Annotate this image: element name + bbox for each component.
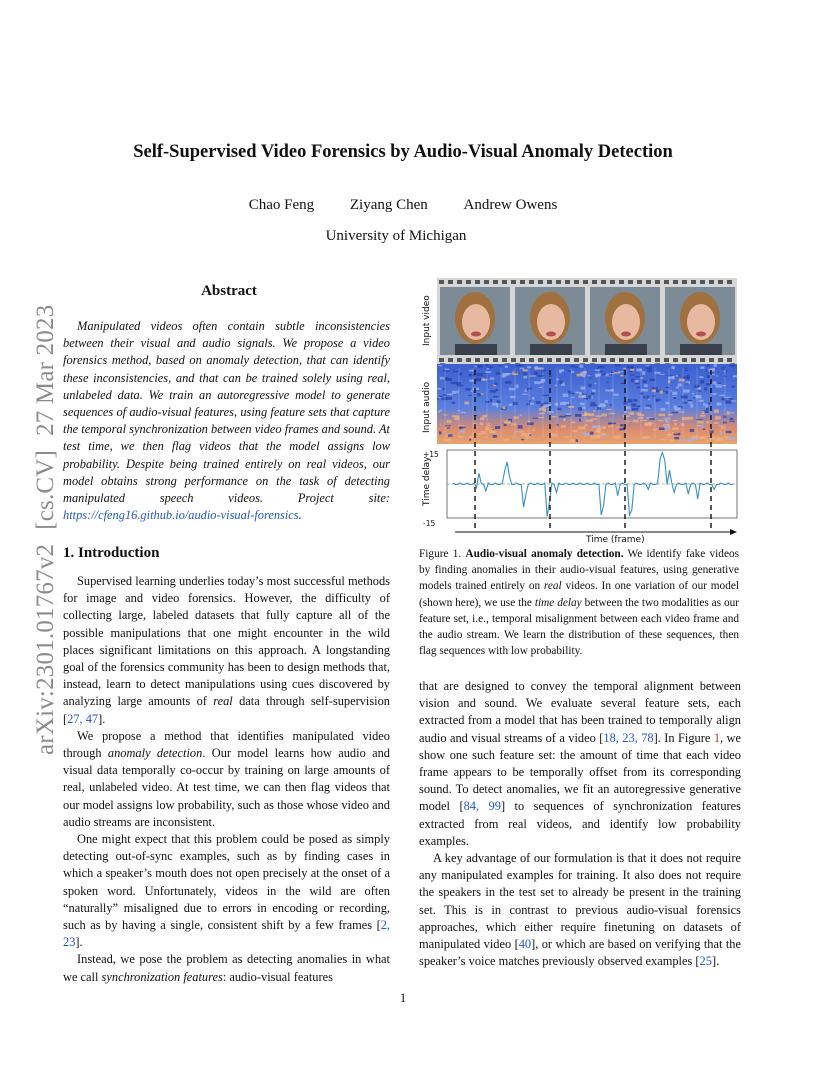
film-perforation <box>727 358 732 362</box>
film-perforation <box>475 358 480 362</box>
film-perforation <box>601 358 606 362</box>
time-axis-label: Time (frame) <box>586 535 645 544</box>
text-run: ]. In Figure <box>653 730 711 745</box>
abstract-heading: Abstract <box>201 283 257 299</box>
figure-1 <box>415 278 745 544</box>
film-perforation <box>718 358 723 362</box>
time-axis <box>455 529 737 544</box>
intro-paragraph <box>63 831 390 951</box>
film-perforation <box>574 280 579 284</box>
text-run: ], or which are based on verifying that the speaker’s voice matches previously observed examples [ <box>419 937 741 969</box>
caption-title: Audio-visual anomaly detection. <box>465 548 624 560</box>
film-perforation <box>565 280 570 284</box>
author-name: Ziyang Chen <box>349 197 428 213</box>
label-time-delay: Time delay <box>422 456 432 506</box>
citation-link[interactable]: 18, 23, 78 <box>603 730 654 745</box>
film-perforation <box>457 358 462 362</box>
film-perforation <box>520 358 525 362</box>
abstract-text: Manipulated videos often contain subtle inconsistencies between their visual and audio signals. We propose a video forensics method, based on anomaly detection, that can identify these inconsistencies, and that can be trained solely using real, unlabeled data. We train an autoregressive model to generate sequences of audio-visual features, using feature sets that capture the temporal synchronization between video frames and sound. At test time, we then flag videos that the model assigns low probability. Despite being trained entirely on real videos, our model obtains strong performance on the task of detecting manipulated speech videos. Project site: <box>63 319 390 506</box>
film-perforation <box>556 358 561 362</box>
italic-run: real <box>213 694 233 709</box>
film-perforation <box>700 358 705 362</box>
film-perforation <box>592 280 597 284</box>
film-perforation <box>727 280 732 284</box>
video-frame <box>665 287 735 355</box>
project-link[interactable]: https://cfeng16.github.io/audio-visual-forensics <box>63 508 299 523</box>
film-perforation <box>700 280 705 284</box>
film-perforation <box>709 280 714 284</box>
film-perforation <box>610 280 615 284</box>
tick-bottom: -15 <box>423 519 436 528</box>
arxiv-date: 27 Mar 2023 <box>32 304 59 436</box>
film-perforation <box>529 358 534 362</box>
italic-run: time delay <box>534 596 582 609</box>
author-name: Andrew Owens <box>463 197 558 213</box>
film-perforation <box>547 280 552 284</box>
film-perforation <box>673 280 678 284</box>
film-perforation <box>457 280 462 284</box>
film-perforation <box>646 280 651 284</box>
film-perforation <box>565 358 570 362</box>
author-name: Chao Feng <box>248 197 315 213</box>
abstract-body <box>63 318 390 524</box>
film-perforation <box>682 358 687 362</box>
caption-lead: Figure 1. <box>419 548 462 560</box>
figure-ref-link[interactable]: 1 <box>713 730 721 745</box>
film-perforation <box>628 280 633 284</box>
text-run: . Our model learns how audio and visual data temporally co-occur by training on large amounts of real, unlabeled video. At test time, we can then flag videos that our model assigns low probability, such as those whose video and audio streams are inconsistent. <box>63 746 390 829</box>
affiliation: University of Michigan <box>325 228 467 244</box>
film-perforation <box>592 358 597 362</box>
page-number: 1 <box>399 990 407 1005</box>
film-perforation <box>466 280 471 284</box>
film-perforation <box>691 358 696 362</box>
film-perforation <box>637 280 642 284</box>
text-run: , we show one such feature set: the amount of time that each video frame appears to be temporally offset from its corresponding sound. To detect anomalies, we fit an autoregressive generative model [ <box>419 730 741 814</box>
italic-run: anomaly detection <box>107 746 203 761</box>
film-perforation <box>664 358 669 362</box>
film-perforation <box>691 280 696 284</box>
film-perforation <box>439 358 444 362</box>
body-paragraph <box>419 678 741 850</box>
intro-paragraph <box>63 951 390 985</box>
right-column-text <box>419 678 741 970</box>
film-perforation <box>682 280 687 284</box>
section-heading: 1. Introduction <box>63 545 160 561</box>
film-perforation <box>448 358 453 362</box>
intro-paragraph <box>63 573 390 728</box>
film-perforation <box>466 358 471 362</box>
arxiv-stamp <box>32 291 60 755</box>
film-perforation <box>538 358 543 362</box>
text-run: ] to sequences of synchronization features extracted from real videos, and identify low probability examples. <box>419 799 741 848</box>
film-perforation <box>718 280 723 284</box>
intro-paragraph <box>63 728 390 831</box>
italic-run: synchronization features <box>101 969 223 984</box>
film-perforation <box>619 280 624 284</box>
film-perforation <box>655 358 660 362</box>
film-perforation <box>475 280 480 284</box>
film-perforation <box>511 280 516 284</box>
film-perforation <box>448 280 453 284</box>
film-perforation <box>511 358 516 362</box>
film-perforation <box>484 358 489 362</box>
film-perforation <box>673 358 678 362</box>
film-perforation <box>547 358 552 362</box>
text-run: ]. <box>711 954 720 969</box>
text-run: ]. <box>98 711 106 726</box>
film-perforation <box>619 358 624 362</box>
film-perforation <box>556 280 561 284</box>
video-frame <box>590 287 660 355</box>
film-perforation <box>574 358 579 362</box>
citation-link[interactable]: 25 <box>699 954 712 969</box>
film-perforation <box>439 280 444 284</box>
film-perforation <box>502 358 507 362</box>
video-frame <box>515 287 585 355</box>
citation-link[interactable]: 27, 47 <box>67 711 99 726</box>
citation-link[interactable]: 40 <box>518 937 532 952</box>
film-perforation <box>709 358 714 362</box>
film-perforation <box>484 280 489 284</box>
arxiv-category: [cs.CV] <box>32 449 59 530</box>
text-run: between the two modalities as our feature set, i.e., temporal misalignment between each video frame and the audio stream. We learn the distribution of these sequences, then flag sequences with low probability. <box>419 596 739 658</box>
italic-run: real <box>543 580 562 593</box>
film-perforation <box>520 280 525 284</box>
author-list <box>0 197 806 214</box>
film-perforation <box>628 358 633 362</box>
abstract-end: . <box>298 508 302 523</box>
tick-top: +15 <box>423 450 439 459</box>
text-run: Supervised learning underlies today’s most successful methods for image and video forensics. However, the difficulty of collecting large, labeled datasets that fully capture all of the possible manipulations that one might encounter in the wild places significant limitations on this approach. A longstanding goal of the forensics community has been to design methods that, instead, learn to detect manipulations using cues discovered by analyzing large amounts of <box>63 574 390 709</box>
film-perforation <box>583 280 588 284</box>
film-perforation <box>502 280 507 284</box>
paper-title: Self-Supervised Video Forensics by Audio-Visual Anomaly Detection <box>133 142 673 162</box>
film-perforation <box>538 280 543 284</box>
text-run: We propose a method that identifies manipulated video through <box>63 728 390 761</box>
film-perforation <box>493 358 498 362</box>
film-perforation <box>646 358 651 362</box>
text-run: We identify fake videos by finding anomalies in their audio-visual features, using generative models trained entirely on <box>419 548 740 593</box>
film-perforation <box>529 280 534 284</box>
text-run: Instead, we pose the problem as detecting anomalies in what we call <box>63 952 390 984</box>
text-run: that are designed to convey the temporal alignment between vision and sound. We evaluate several feature sets, each extracted from a model that has been trained to temporally align audio and visual streams of a video [ <box>419 679 741 745</box>
text-run: data through self-supervision [ <box>63 694 390 726</box>
film-perforation <box>610 358 615 362</box>
video-frame <box>440 287 510 355</box>
text-run: videos. In one variation of our model (shown here), we use the <box>419 580 740 609</box>
label-input-audio: Input audio <box>422 381 432 433</box>
body-paragraph <box>419 850 741 970</box>
text-run: One might expect that this problem could be posed as simply detecting out-of-sync examples, such as by finding cases in which a speaker’s mouth does not open precisely at the onset of a spoken word. Unfortunately, videos in the wild are often “naturally” misaligned due to errors in encoding or recording, such as by having a single, consistent shift by a few frames [ <box>63 832 390 933</box>
citation-link[interactable]: 84, 99 <box>463 799 501 814</box>
film-perforation <box>655 280 660 284</box>
figure-caption <box>419 546 739 659</box>
label-input-video: Input video <box>422 295 432 346</box>
film-perforation <box>664 280 669 284</box>
text-run: : audio-visual features <box>222 969 333 984</box>
arxiv-id: arXiv:2301.01767v2 <box>32 543 59 755</box>
text-run: ]. <box>75 935 83 950</box>
film-perforation <box>493 280 498 284</box>
film-strip <box>437 278 737 364</box>
film-perforation <box>637 358 642 362</box>
film-perforation <box>601 280 606 284</box>
text-run: A key advantage of our formulation is that it does not require any manipulated examples for training. It also does not require the speakers in the test set to already be present in the training set. This is in contrast to previous audio-visual forensics approaches, which either require finetuning on datasets of manipulated video [ <box>419 851 741 952</box>
intro-text <box>63 573 390 986</box>
citation-link[interactable]: 2, 23 <box>63 918 390 950</box>
film-perforation <box>583 358 588 362</box>
time-delay-plot <box>423 450 737 528</box>
audio-spectrogram <box>437 364 737 444</box>
